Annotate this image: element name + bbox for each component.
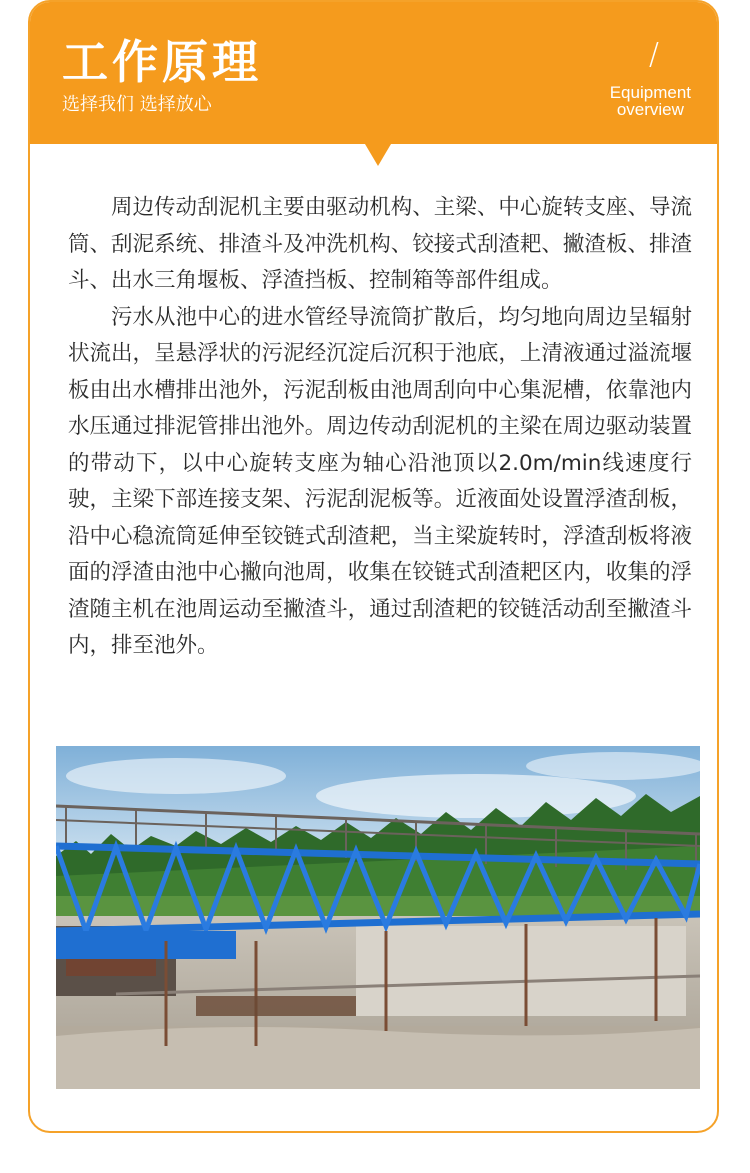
badge-line-1: Equipment xyxy=(609,83,691,102)
slash-divider: / xyxy=(648,37,659,72)
section-header xyxy=(30,2,717,144)
paragraph-1: 周边传动刮泥机主要由驱动机构、主梁、中心旋转支座、导流筒、刮泥系统、排渣斗及冲洗机构、铰接式刮渣耙、撇渣板、排渣斗、出水三角堰板、浮渣挡板、控制箱等部件组成。 xyxy=(68,195,692,293)
description-text xyxy=(68,190,692,665)
content-card xyxy=(28,0,719,1133)
page-title: 工作原理 xyxy=(62,35,262,89)
page-subtitle: 选择我们 选择放心 xyxy=(62,94,212,115)
sludge-scraper-illustration xyxy=(56,746,700,1089)
equipment-overview-label xyxy=(610,84,691,118)
badge-line-2: overview xyxy=(616,100,684,119)
header-pointer-icon xyxy=(365,144,391,166)
equipment-photo xyxy=(56,746,700,1089)
paragraph-2: 污水从池中心的进水管经导流筒扩散后，均匀地向周边呈辐射状流出，呈悬浮状的污泥经沉淀后沉积于池底，上清液通过溢流堰板由出水槽排出池外，污泥刮板由池周刮向中心集泥槽，依靠池内水压通过排泥管排出池外。周边传动刮泥机的主梁在周边驱动装置的带动下，以中心旋转支座为轴心沿池顶以2.0m/min线速度行驶，主梁下部连接支架、污泥刮泥板等。近液面处设置浮渣刮板，沿中心稳流筒延伸至铰链式刮渣耙，当主梁旋转时，浮渣刮板将液面的浮渣由池中心撇向池周，收集在铰链式刮渣耙区内，收集的浮渣随主机在池周运动至撇渣斗，通过刮渣耙的铰链活动刮至撇渣斗内，排至池外。 xyxy=(68,304,692,658)
